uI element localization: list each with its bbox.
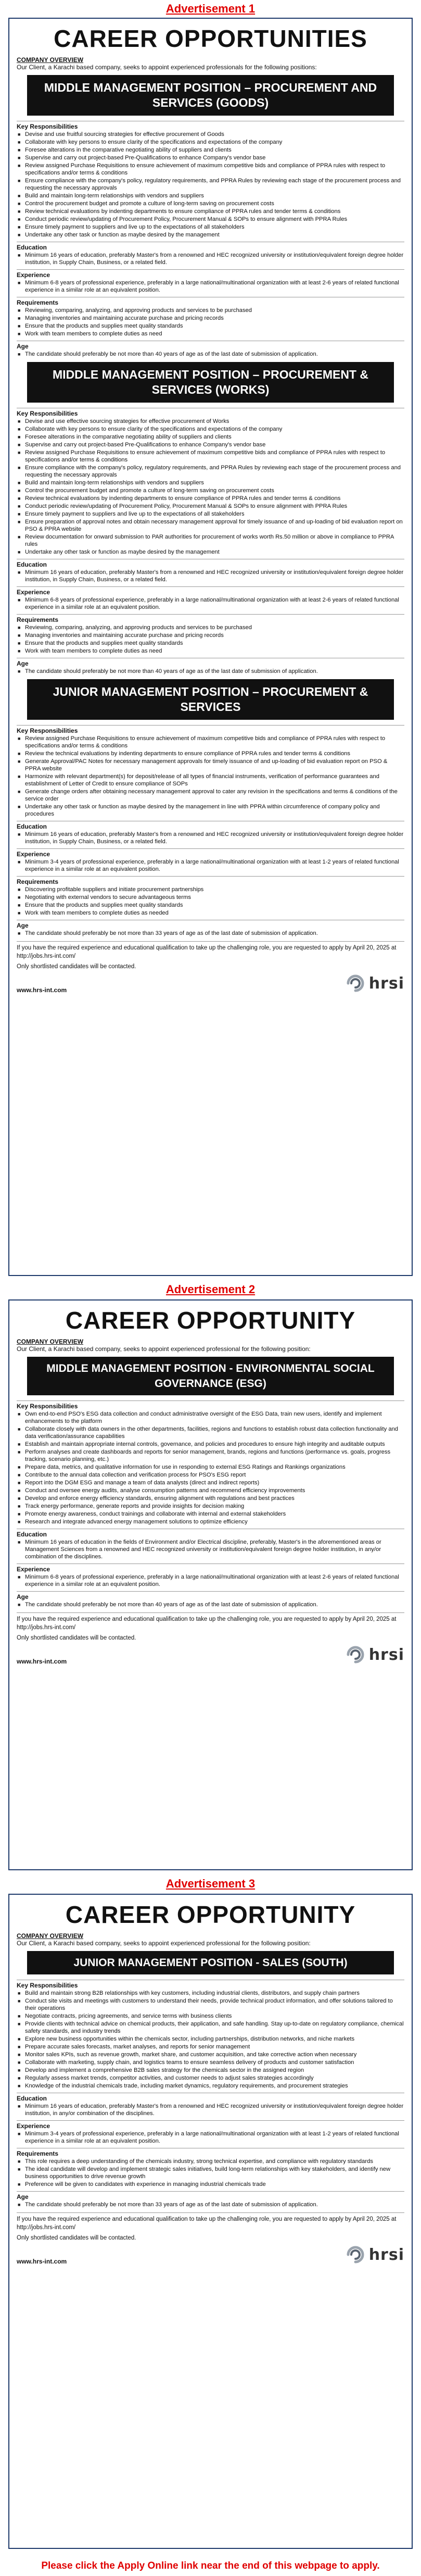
logo-text: hrsi — [368, 1645, 404, 1664]
advertisement-1 — [8, 18, 413, 1276]
list-item: ■ The ideal candidate will develop and implement strategic sales initiatives, build long-term relationships with key stakeholders, and identify new business opportunities to drive revenue growth — [17, 2166, 404, 2180]
list-item: ■ The candidate should preferably be not more than 40 years of age as of the last date of submission of application. — [17, 351, 404, 358]
list-item: ■ Foresee alterations in the comparative negotiating ability of suppliers and clients — [17, 146, 404, 154]
section-heading: Education — [17, 2093, 404, 2102]
list-item: ■ Knowledge of the industrial chemicals trade, including market dynamics, regulatory requirements, and procurement strategies — [17, 2082, 404, 2090]
section-heading: Experience — [17, 848, 404, 858]
education-list — [17, 1539, 404, 1560]
section-heading: Experience — [17, 269, 404, 279]
list-item: ■ Reviewing, comparing, analyzing, and approving products and services to be purchased — [17, 624, 404, 631]
hrsi-logo — [344, 1644, 404, 1665]
age-list — [17, 2201, 404, 2208]
section-heading: Experience — [17, 586, 404, 596]
advertisement-3 — [8, 1894, 413, 2549]
list-item: ■ Promote energy awareness, conduct trainings and collaborate with internal and external stakeholders — [17, 1510, 404, 1518]
list-item: ■ Conduct periodic review/updating of Procurement Policy, Procurement Manual & SOPs to ensure alignment with PPRA Rules — [17, 503, 404, 510]
list-item: ■ Generate Approval/PAC Notes for necessary management approvals for timely issuance of and up-loading of bid evaluation report on PSO & PPRA website — [17, 758, 404, 772]
list-item: ■ Collaborate with marketing, supply chain, and logistics teams to ensure seamless delivery of products and customer satisfaction — [17, 2059, 404, 2066]
list-item: ■ Minimum 16 years of education, preferably Master's from a renowned and HEC recognized university or institution/equivalent foreign degree holder institution, in Supply Chain, Business, or a related field. — [17, 569, 404, 583]
list-item: ■ Minimum 16 years of education in the fields of Environment and/or Electrical discipline, preferably, Master's in the aforementioned areas or Management Sciences from a renowned and HEC recognized university or institution/equivalent foreign degree holder institution, in any/or combination of the disciplines. — [17, 1539, 404, 1560]
advertisement-2 — [8, 1299, 413, 1870]
list-item: ■ The candidate should preferably be not more than 40 years of age as of the last date of submission of application. — [17, 668, 404, 675]
list-item: ■ Ensure compliance with the company's policy, regulatory requirements, and PPRA Rules by reviewing each stage of the procurement process and requesting the necessary approvals — [17, 177, 404, 192]
list-item: ■ Negotiate contracts, pricing agreements, and service terms with business clients — [17, 2012, 404, 2020]
requirements-list — [17, 886, 404, 917]
shortlist-note: Only shortlisted candidates will be contacted. — [17, 2235, 136, 2241]
position-banner: MIDDLE MANAGEMENT POSITION – PROCUREMENT & SERVICES (WORKS) — [27, 362, 394, 403]
list-item: ■ Minimum 3-4 years of professional experience, preferably in a large national/multinational organization with at least 1-2 years of related functional experience in a similar role at an equivalent position. — [17, 2130, 404, 2145]
list-item: ■ Build and maintain strong B2B relationships with key customers, including industrial clients, distributors, and supply chain partners — [17, 1990, 404, 1997]
section-heading: Requirements — [17, 2148, 404, 2157]
section-heading: Education — [17, 821, 404, 830]
list-item: ■ Ensure timely payment to suppliers and live up to the expectations of all stakeholders — [17, 510, 404, 518]
list-item: ■ Minimum 16 years of education, preferably Master's from a renowned and HEC recognized university or institution/equivalent foreign degree holder institution, in any/or combination of the disciplines. — [17, 2103, 404, 2117]
age-list — [17, 930, 404, 937]
list-item: ■ Track energy performance, generate reports and provide insights for decision making — [17, 1503, 404, 1510]
list-item: ■ The candidate should preferably be not more than 33 years of age as of the last date of submission of application. — [17, 2201, 404, 2208]
ad-title: CAREER OPPORTUNITY — [65, 1901, 356, 1928]
position-banner: MIDDLE MANAGEMENT POSITION – PROCUREMENT AND SERVICES (GOODS) — [27, 75, 394, 116]
hrsi-logo — [344, 2244, 404, 2265]
section-heading: Experience — [17, 1564, 404, 1573]
website-link[interactable]: www.hrs-int.com — [17, 1658, 67, 1665]
shortlist-note: Only shortlisted candidates will be contacted. — [17, 964, 136, 970]
list-item: ■ Managing inventories and maintaining accurate purchase and pricing records — [17, 632, 404, 639]
overview-heading: COMPANY OVERVIEW — [17, 56, 84, 64]
age-list — [17, 668, 404, 675]
section-heading: Key Responsibilities — [17, 1980, 404, 1989]
list-item: ■ Control the procurement budget and promote a culture of long-term saving on procurement costs — [17, 487, 404, 494]
list-item: ■ Develop and enforce energy efficiency standards, ensuring alignment with regulations and best practices — [17, 1495, 404, 1502]
list-item: ■ Work with team members to complete duties as need — [17, 647, 404, 655]
list-item: ■ Minimum 6-8 years of professional experience, preferably in a large national/multinational organization with at least 2-6 years of related functional experience in a similar role at an equivalent position. — [17, 1573, 404, 1588]
position-banner: JUNIOR MANAGEMENT POSITION - SALES (SOUTH) — [27, 1951, 394, 1974]
list-item: ■ Undertake any other task or function as maybe desired by the management — [17, 548, 404, 556]
list-item: ■ Review the technical evaluations by indenting departments to ensure compliance of PPRA rules and tender terms & conditions — [17, 750, 404, 757]
responsibilities-list — [17, 1410, 404, 1525]
experience-list — [17, 596, 404, 611]
experience-list — [17, 2130, 404, 2145]
list-item: ■ Explore new business opportunities within the chemicals sector, including partnerships, distribution networks, and niche markets — [17, 2035, 404, 2043]
list-item: ■ Develop and implement a comprehensive B2B sales strategy for the chemicals sector in the assigned region — [17, 2067, 404, 2074]
section-heading: Key Responsibilities — [17, 725, 404, 734]
list-item: ■ Collaborate closely with data owners in the other departments, facilities, regions and functions to establish robust data collection functionality and data verification/assurance capabilities — [17, 1425, 404, 1440]
hrsi-logo — [344, 973, 404, 994]
list-item: ■ The candidate should preferably be not more than 40 years of age as of the last date of submission of application. — [17, 1601, 404, 1608]
overview-text: Our Client, a Karachi based company, seeks to appoint experienced professionals for the following positions: — [17, 64, 317, 71]
list-item: ■ Supervise and carry out project-based Pre-Qualifications to enhance Company's vendor base — [17, 154, 404, 161]
shortlist-note: Only shortlisted candidates will be contacted. — [17, 1635, 136, 1641]
website-link[interactable]: www.hrs-int.com — [17, 986, 67, 994]
ad-title: CAREER OPPORTUNITY — [65, 1307, 356, 1334]
list-item: ■ Ensure that the products and supplies meet quality standards — [17, 640, 404, 647]
list-item: ■ Minimum 16 years of education, preferably Master's from a renowned and HEC recognized university or institution/equivalent foreign degree holder institution, in Supply Chain, Business, or a related field. — [17, 831, 404, 845]
responsibilities-list — [17, 418, 404, 556]
footer-row — [17, 973, 404, 994]
list-item: ■ Ensure compliance with the company's policy, regulatory requirements, and PPRA Rules by reviewing each stage of the procurement process and requesting the necessary approvals — [17, 464, 404, 479]
list-item: ■ Build and maintain long-term relationships with vendors and suppliers — [17, 479, 404, 486]
section-heading: Age — [17, 341, 404, 350]
list-item: ■ Monitor sales KPIs, such as revenue growth, market share, and customer acquisition, and take corrective action when necessary — [17, 2051, 404, 2058]
section-heading: Education — [17, 242, 404, 251]
education-list — [17, 2103, 404, 2117]
section-heading: Age — [17, 658, 404, 667]
list-item: ■ Discovering profitable suppliers and initiate procurement partnerships — [17, 886, 404, 893]
age-list — [17, 1601, 404, 1608]
list-item: ■ Prepare accurate sales forecasts, market analyses, and reports for senior management — [17, 2043, 404, 2050]
list-item: ■ Undertake any other task or function as maybe desired by the management — [17, 231, 404, 239]
footer-row — [17, 2244, 404, 2265]
list-item: ■ Conduct site visits and meetings with customers to understand their needs, provide technical product information, and offer solutions tailored to their operations — [17, 1997, 404, 2012]
list-item: ■ Work with team members to complete duties as need — [17, 330, 404, 337]
requirements-list — [17, 307, 404, 337]
overview-text: Our Client, a Karachi based company, seeks to appoint experienced professional for the following position: — [17, 1940, 311, 1947]
apply-footer — [17, 1612, 404, 1642]
list-item: ■ Review assigned Purchase Requisitions to ensure achievement of maximum competitive bids and compliance of PPRA rules with respect to specifications and/or terms & conditions — [17, 162, 404, 177]
apply-instructions: If you have the required experience and educational qualification to take up the challenging role, you are requested to apply by April 20, 2025 at http://jobs.hrs-int.com/ — [17, 945, 397, 959]
list-item: ■ This role requires a deep understanding of the chemicals industry, strong technical expertise, and compliance with regulatory standards — [17, 2158, 404, 2165]
list-item: ■ Provide clients with technical advice on chemical products, their application, and safe handling. Stay up-to-date on regulatory compliance, chemical safety standards, and industry trends — [17, 2020, 404, 2035]
swirl-icon — [344, 2244, 367, 2265]
education-list — [17, 831, 404, 845]
education-list — [17, 252, 404, 266]
position-banner: MIDDLE MANAGEMENT POSITION - ENVIRONMENTAL SOCIAL GOVERNANCE (ESG) — [27, 1357, 394, 1395]
section-heading: Age — [17, 2191, 404, 2200]
list-item: ■ Review assigned Purchase Requisitions to ensure achievement of maximum competitive bids and compliance of PPRA rules with respect to specifications and/or terms & conditions — [17, 735, 404, 749]
list-item: ■ Ensure timely payment to suppliers and live up to the expectations of all stakeholders — [17, 223, 404, 231]
list-item: ■ Conduct periodic review/updating of Procurement Policy, Procurement Manual & SOPs to ensure alignment with PPRA Rules — [17, 216, 404, 223]
website-link[interactable]: www.hrs-int.com — [17, 2258, 67, 2265]
list-item: ■ Work with team members to complete duties as needed — [17, 909, 404, 917]
list-item: ■ Review technical evaluations by indenting departments to ensure compliance of PPRA rules and tender terms & conditions — [17, 495, 404, 502]
list-item: ■ Negotiating with external vendors to secure advantageous terms — [17, 894, 404, 901]
section-heading: Requirements — [17, 297, 404, 306]
list-item: ■ Minimum 16 years of education, preferably Master's from a renowned and HEC recognized university or institution/equivalent foreign degree holder institution, in Supply Chain, Business, or a related field. — [17, 252, 404, 266]
list-item: ■ Devise and use fruitful sourcing strategies for effective procurement of Goods — [17, 131, 404, 138]
requirements-list — [17, 2158, 404, 2188]
list-item: ■ Minimum 6-8 years of professional experience, preferably in a large national/multinational organization with at least 2-6 years of related functional experience in a similar role at an equivalent position. — [17, 596, 404, 611]
apply-note: Please click the Apply Online link near the end of this webpage to apply. — [41, 2560, 380, 2571]
list-item: ■ Generate change orders after obtaining necessary management approval to cater any revision in the specifications and terms & conditions of the service order — [17, 788, 404, 803]
list-item: ■ Own end-to-end PSO's ESG data collection and conduct administrative oversight of the ESG Data, train new users, identify and implement enhancements to the platform — [17, 1410, 404, 1425]
list-item: ■ Review technical evaluations by indenting departments to ensure compliance of PPRA rules and tender terms & conditions — [17, 208, 404, 215]
section-heading: Key Responsibilities — [17, 1400, 404, 1410]
apply-footer — [17, 2212, 404, 2242]
swirl-icon — [344, 1644, 367, 1665]
section-heading: Requirements — [17, 614, 404, 623]
requirements-list — [17, 624, 404, 655]
list-item: ■ Foresee alterations in the comparative negotiating ability of suppliers and clients — [17, 433, 404, 441]
list-item: ■ Conduct and oversee energy audits, analyse consumption patterns and recommend efficiency improvements — [17, 1487, 404, 1494]
list-item: ■ Collaborate with key persons to ensure clarity of the specifications and expectations of the company — [17, 139, 404, 146]
list-item: ■ Minimum 6-8 years of professional experience, preferably in a large national/multinational organization with at least 2-6 years of related functional experience in a similar role at an equivalent position. — [17, 279, 404, 294]
list-item: ■ Establish and maintain appropriate internal controls, governance, and policies and procedures to ensure high integrity and auditable outputs — [17, 1441, 404, 1448]
section-heading: Age — [17, 1591, 404, 1600]
responsibilities-list — [17, 131, 404, 239]
ad-label-2: Advertisement 2 — [165, 1283, 256, 1296]
section-heading: Experience — [17, 2120, 404, 2130]
list-item: ■ Build and maintain long-term relationships with vendors and suppliers — [17, 192, 404, 199]
apply-footer — [17, 941, 404, 971]
experience-list — [17, 858, 404, 873]
list-item: ■ Harmonize with relevant department(s) for deposit/release of all types of financial instruments, verification of performance guarantees and establishment of Letter of Credit to ensure compliance of SOPs — [17, 773, 404, 787]
list-item: ■ Contribute to the annual data collection and verification process for PSO's ESG report — [17, 1471, 404, 1479]
responsibilities-list — [17, 735, 404, 818]
overview-heading: COMPANY OVERVIEW — [17, 1338, 84, 1345]
list-item: ■ Review documentation for onward submission to PAR authorities for procurement of works worth Rs.50 million or above in compliance to PPRA rules — [17, 533, 404, 548]
list-item: ■ Managing inventories and maintaining accurate purchase and pricing records — [17, 315, 404, 322]
section-heading: Education — [17, 559, 404, 568]
overview-text: Our Client, a Karachi based company, seeks to appoint experienced professional for the following position: — [17, 1345, 311, 1353]
list-item: ■ Regularly assess market trends, competitor activities, and customer needs to adjust sales strategies accordingly — [17, 2074, 404, 2082]
list-item: ■ Preference will be given to candidates with experience in managing industrial chemicals trade — [17, 2181, 404, 2188]
ad-label-1: Advertisement 1 — [165, 2, 256, 15]
list-item: ■ Perform analyses and create dashboards and reports for senior management, brands, regions and functions (performance vs. goals, progress tracking, scenario planning, etc.) — [17, 1448, 404, 1463]
list-item: ■ Prepare data, metrics, and qualitative information for use in responding to external ESG Ratings and Rankings organizations — [17, 1464, 404, 1471]
apply-instructions: If you have the required experience and educational qualification to take up the challenging role, you are requested to apply by April 20, 2025 at http://jobs.hrs-int.com/ — [17, 1616, 397, 1631]
experience-list — [17, 1573, 404, 1588]
age-list — [17, 351, 404, 358]
list-item: ■ Supervise and carry out project-based Pre-Qualifications to enhance Company's vendor base — [17, 441, 404, 448]
section-heading: Key Responsibilities — [17, 408, 404, 417]
responsibilities-list — [17, 1990, 404, 2090]
section-heading: Age — [17, 920, 404, 929]
section-heading: Education — [17, 1529, 404, 1538]
ad-title: CAREER OPPORTUNITIES — [54, 25, 367, 52]
position-banner: JUNIOR MANAGEMENT POSITION – PROCUREMENT & SERVICES — [27, 679, 394, 720]
list-item: ■ Devise and use effective sourcing strategies for effective procurement of Works — [17, 418, 404, 425]
logo-text: hrsi — [368, 2245, 404, 2264]
list-item: ■ Reviewing, comparing, analyzing, and approving products and services to be purchased — [17, 307, 404, 314]
ad-label-3: Advertisement 3 — [165, 1877, 256, 1890]
list-item: ■ Review assigned Purchase Requisitions to ensure achievement of maximum competitive bids and compliance of PPRA rules with respect to specifications and/or terms & conditions — [17, 449, 404, 464]
list-item: ■ Ensure preparation of approval notes and obtain necessary management approval for timely issuance of and up-loading of bid evaluation report on PSO & PPRA website — [17, 518, 404, 533]
section-heading: Requirements — [17, 876, 404, 885]
logo-text: hrsi — [368, 974, 404, 993]
swirl-icon — [344, 973, 367, 994]
list-item: ■ Ensure that the products and supplies meet quality standards — [17, 902, 404, 909]
experience-list — [17, 279, 404, 294]
list-item: ■ Report into the DGM ESG and manage a team of data analysts (direct and indirect reports) — [17, 1479, 404, 1486]
list-item: ■ Ensure that the products and supplies meet quality standards — [17, 322, 404, 330]
list-item: ■ Undertake any other task or function as maybe desired by the management in line with PPRA within circumference of company policy and procedures — [17, 803, 404, 818]
list-item: ■ Minimum 3-4 years of professional experience, preferably in a large national/multinational organization with at least 1-2 years of related functional experience in a similar role at an equivalent position. — [17, 858, 404, 873]
list-item: ■ Research and integrate advanced energy management solutions to optimize efficiency — [17, 1518, 404, 1525]
footer-row — [17, 1644, 404, 1665]
section-heading: Key Responsibilities — [17, 121, 404, 130]
list-item: ■ Collaborate with key persons to ensure clarity of the specifications and expectations of the company — [17, 426, 404, 433]
list-item: ■ The candidate should preferably be not more than 33 years of age as of the last date of submission of application. — [17, 930, 404, 937]
apply-instructions: If you have the required experience and educational qualification to take up the challenging role, you are requested to apply by April 20, 2025 at http://jobs.hrs-int.com/ — [17, 2216, 397, 2231]
list-item: ■ Control the procurement budget and promote a culture of long-term saving on procurement costs — [17, 200, 404, 207]
overview-heading: COMPANY OVERVIEW — [17, 1932, 84, 1940]
education-list — [17, 569, 404, 583]
